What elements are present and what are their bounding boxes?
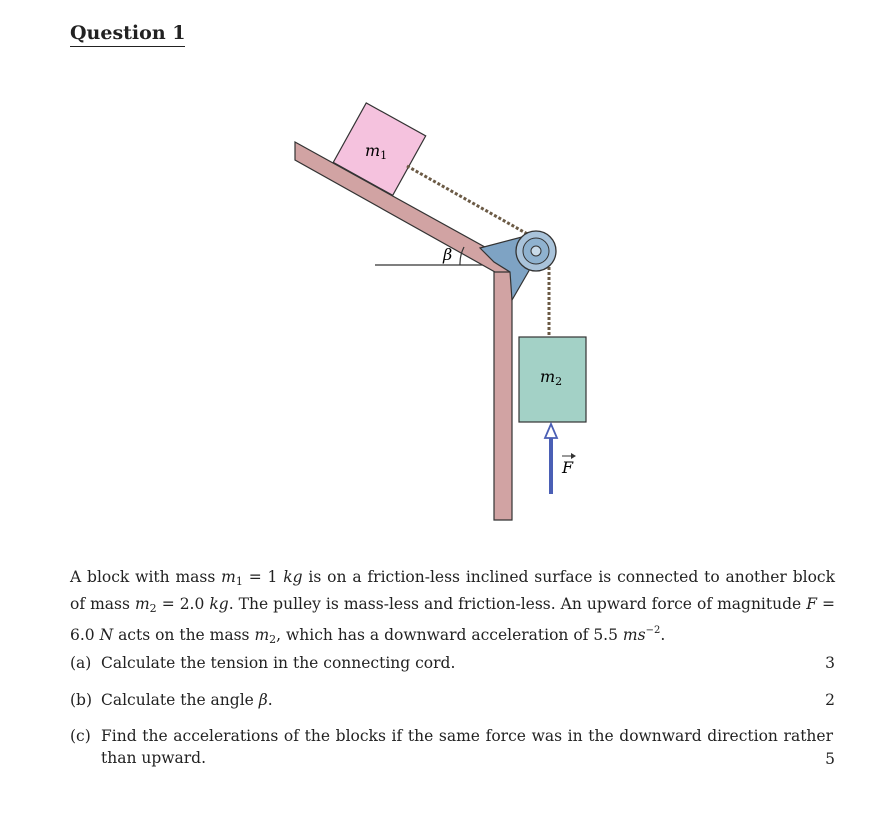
angle-beta-label: β (443, 245, 453, 264)
part-c (70, 725, 835, 773)
vertical-wall (494, 270, 512, 520)
part-a-label: (a) (70, 654, 92, 672)
question-title: Question 1 (70, 22, 185, 47)
part-a-text: Calculate the tension in the connecting cord. (101, 654, 456, 672)
part-b-label: (b) (70, 691, 93, 709)
block-m1-label: m1 (365, 141, 388, 162)
part-b-marks: 2 (825, 691, 835, 709)
force-label: F (562, 458, 574, 477)
part-c-text: Find the accelerations of the blocks if the same force was in the downward direction rather than upward. (101, 727, 833, 767)
part-c-label: (c) (70, 727, 91, 745)
pulley-wheel (516, 231, 556, 271)
part-a-marks: 3 (825, 654, 835, 672)
force-vector-bar-tip (571, 453, 576, 459)
part-c-marks: 5 (825, 750, 835, 768)
part-b-text: Calculate the angle β. (101, 691, 273, 709)
problem-statement: A block with mass $m_1 = 1$ kg is on a friction-less inclined surface is connected to another block of mass $m_2 = 2.0$ kg. The pulley is mass-less and friction-less. An upward force of magnitude F = 6.0 N acts on the mass $m_2$, which has a downward acceleration of 5.5 $ms^{-2}$. (70, 568, 835, 646)
force-arrow-head (545, 424, 557, 438)
block-m2-label: m2 (540, 367, 563, 388)
